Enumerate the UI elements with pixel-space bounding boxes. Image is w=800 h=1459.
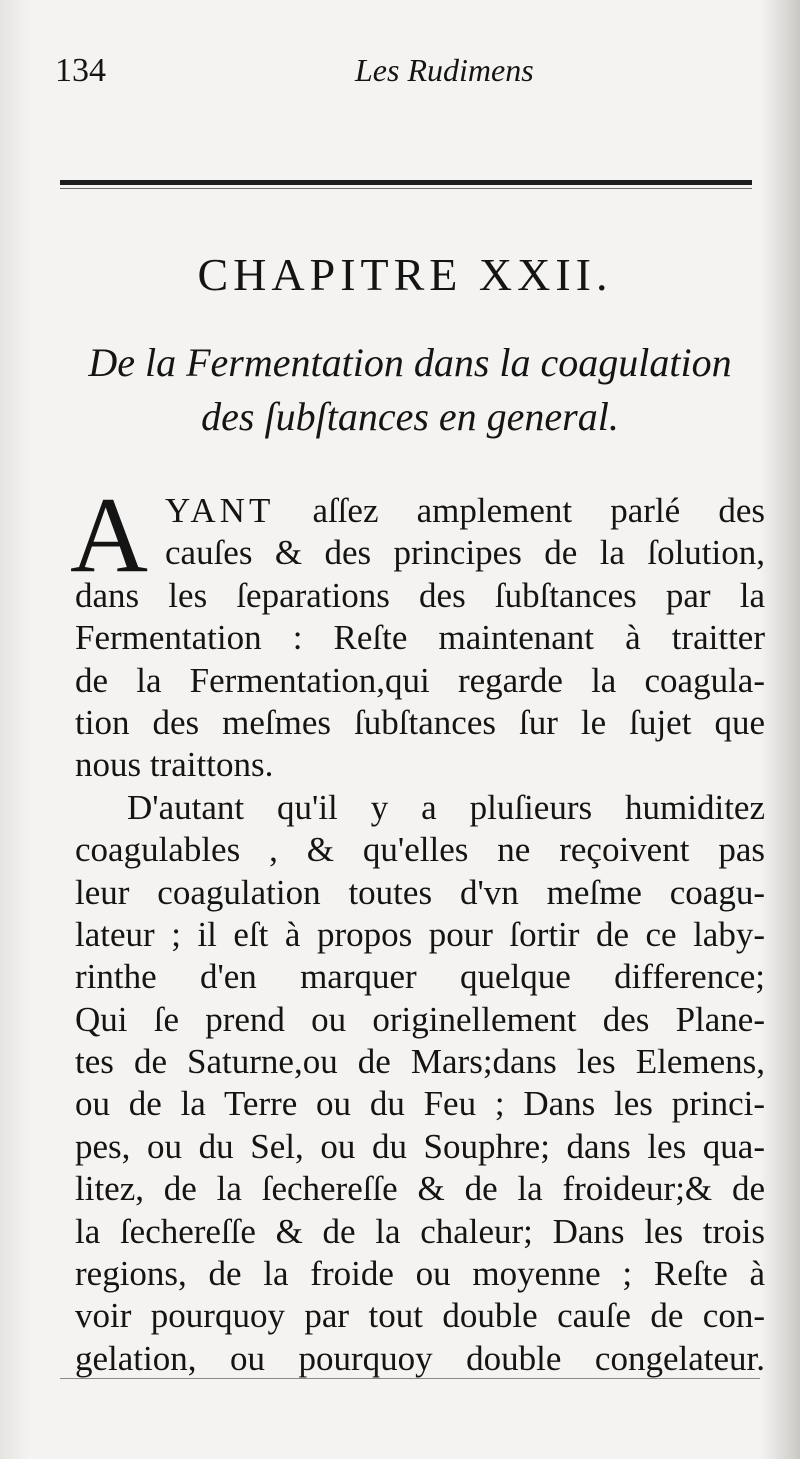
text-line: Fermentation : Reſte maintenant à traitter [75,618,765,658]
chapter-subtitle-line-2: des ſubſtances en general. [201,394,619,439]
text-line: nous traittons. [75,745,274,785]
text-line: coagulables , & qu'elles ne reçoivent pas [75,830,765,870]
page-gutter-shadow [0,0,30,1459]
running-head: Les Rudimens [355,52,534,88]
text-line [75,490,765,532]
text-line: gelation, ou pourquoy double congelateur. [75,1338,765,1378]
drop-cap: A [70,476,148,595]
text-line: ou de la Terre ou du Feu ; Dans les princi- [75,1084,765,1124]
text-line: D'autant qu'il y a pluſieurs humiditez [127,787,765,827]
text-line: de la Fermentation,qui regarde la coagula- [75,660,765,700]
text-line: Qui ſe prend ou originellement des Plane- [75,999,765,1039]
text-line: cauſes & des principes de la ſolution, [165,533,765,573]
page-number: 134 [55,52,106,89]
chapter-subtitle [60,336,760,444]
text-line-rest: aſſez amplement parlé des [274,491,765,530]
text-line: dans les ſeparations des ſubſtances par la [75,575,765,615]
text-line: tion des meſmes ſubſtances ſur le ſujet que [75,702,765,742]
text-line: pes, ou du Sel, ou du Souphre; dans les qua- [75,1126,765,1166]
text-line: litez, de la ſechereſſe & de la froideur;& de [75,1169,765,1209]
page-edge-shadow [760,0,800,1459]
body-text [75,490,765,1380]
page-header [0,48,800,98]
text-line: leur coagulation toutes d'vn meſme coagu- [75,872,765,912]
chapter-subtitle-line-1: De la Fermentation dans la coagulation [88,340,732,385]
first-word-small-caps: YANT [165,491,275,530]
bottom-rule [60,1378,760,1379]
text-line: voir pourquoy par tout double cauſe de con- [75,1296,765,1336]
text-line: regions, de la froide ou moyenne ; Reſte à [75,1254,765,1294]
text-line: lateur ; il eſt à propos pour ſortir de ce laby- [75,914,765,954]
text-line: rinthe d'en marquer quelque difference; [75,957,765,997]
chapter-title: CHAPITRE XXII. [197,249,613,300]
header-rule-thin [60,188,752,189]
text-line: la ſechereſſe & de la chaleur; Dans les trois [75,1211,765,1251]
text-line: tes de Saturne,ou de Mars;dans les Elemens, [75,1042,765,1082]
header-rule [60,180,752,185]
